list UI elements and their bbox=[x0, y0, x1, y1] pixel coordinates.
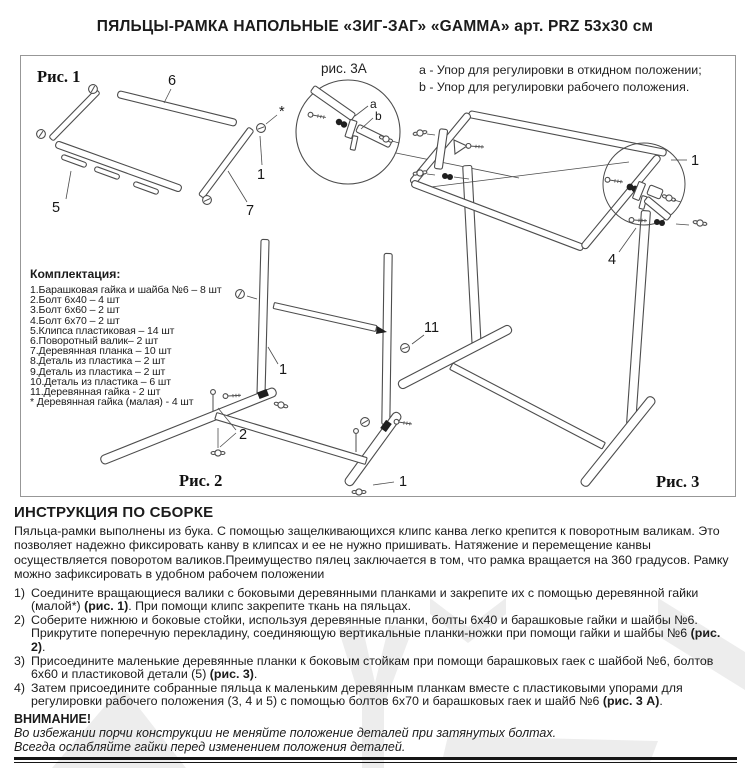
fig3-label-4: 4 bbox=[608, 252, 617, 268]
fig2-label-2: 2 bbox=[239, 427, 248, 443]
fig2-leader-1-post bbox=[268, 347, 278, 364]
fig1-label-star: * bbox=[279, 104, 285, 120]
wooden-nut-icon bbox=[255, 122, 266, 133]
legend-line-a: a - Упор для регулировки в откидном положении; bbox=[419, 63, 702, 77]
figure-panel bbox=[20, 55, 736, 497]
bottom-rule bbox=[14, 757, 737, 763]
step-number: 1) bbox=[14, 585, 26, 600]
parts-item: * Деревянная гайка (малая) - 4 шт bbox=[30, 396, 194, 409]
wing-nut-icon bbox=[693, 219, 708, 228]
parts-item: 4.Болт 6х70 – 2 шт bbox=[30, 314, 120, 327]
fig2-leader-11 bbox=[412, 335, 424, 344]
washer-icon bbox=[442, 173, 448, 179]
fig2-label-1-foot: 1 bbox=[399, 474, 408, 490]
fig2-leader-2b bbox=[220, 433, 236, 447]
assembly-step bbox=[14, 682, 737, 709]
fig1-left-bar bbox=[49, 89, 100, 141]
parts-item: 10.Деталь из пластика – 6 шт bbox=[30, 375, 171, 388]
legend-line-b: b - Упор для регулировки рабочего положения. bbox=[419, 80, 690, 94]
bolt-head-icon bbox=[354, 429, 359, 434]
fig3a-label-b: b bbox=[375, 109, 382, 123]
wing-nut-icon bbox=[661, 193, 676, 204]
bolt-icon bbox=[466, 143, 484, 149]
assembly-step bbox=[14, 655, 737, 682]
fig3-drawing bbox=[397, 111, 707, 491]
step-text: Затем присоедините собранные пяльца к маленьким деревянным планкам вместе с пластиковыми упорами для регулировки рабочего положения (3, 4 и 5) с помощью болтов 6х70 и барашковых гаек и шайб №6 (рис. 3 А). bbox=[31, 680, 683, 709]
wooden-nut-icon bbox=[36, 129, 47, 140]
fig1-label-6: 6 bbox=[168, 73, 177, 89]
fig3-right-leg bbox=[627, 210, 651, 424]
wing-nut-icon bbox=[211, 450, 225, 456]
parts-item: 2.Болт 6х40 – 4 шт bbox=[30, 294, 120, 307]
fig1-drawing bbox=[36, 67, 285, 219]
fig1-bottom-roller bbox=[55, 141, 183, 193]
wooden-nut-icon bbox=[360, 417, 370, 427]
fig3-bottom-rail bbox=[450, 363, 606, 449]
parts-item: 7.Деревянная планка – 10 шт bbox=[30, 345, 172, 358]
parts-list bbox=[30, 267, 265, 407]
assembly-step bbox=[14, 614, 737, 655]
washer-icon bbox=[654, 219, 660, 225]
assembly-heading: ИНСТРУКЦИЯ ПО СБОРКЕ bbox=[14, 504, 214, 521]
warning-line-2: Всегда ослабляйте гайки перед изменением положения деталей. bbox=[14, 739, 406, 754]
fig1-caption: Рис. 1 bbox=[37, 67, 81, 86]
fig1-label-7: 7 bbox=[246, 203, 255, 219]
fig2-bottom-rail bbox=[215, 413, 367, 465]
fig1-leader-7 bbox=[228, 171, 247, 202]
bolt-icon bbox=[394, 419, 412, 426]
fig3-left-foot bbox=[397, 324, 513, 390]
fig2-label-1-post: 1 bbox=[279, 362, 288, 378]
bolt-icon bbox=[605, 177, 623, 184]
fig1-right-bar bbox=[198, 127, 253, 198]
wing-nut-icon bbox=[352, 489, 366, 495]
fig3a-label-a: a bbox=[370, 97, 377, 111]
fig1-leader-star bbox=[266, 115, 277, 124]
assembly-section bbox=[14, 504, 737, 763]
fig1-label-1: 1 bbox=[257, 167, 266, 183]
wing-nut-icon bbox=[274, 400, 289, 410]
fig2-cross-rail bbox=[273, 303, 377, 332]
warning-line-1: Во избежании порчи конструкции не меняйте положение деталей при затянутых болтах. bbox=[14, 725, 557, 740]
fig1-leader-5 bbox=[66, 171, 71, 199]
page-title: ПЯЛЬЦЫ-РАМКА НАПОЛЬНЫЕ «ЗИГ-ЗАГ» «GAMMA» арт. PRZ 53х30 см bbox=[96, 18, 654, 35]
fig1-leader-1 bbox=[260, 136, 262, 165]
step-number: 4) bbox=[14, 680, 26, 695]
fig3-bolt-shaft bbox=[676, 224, 689, 225]
fig2-label-11: 11 bbox=[424, 320, 440, 336]
fig3-caption: Рис. 3 bbox=[656, 472, 700, 491]
fig3-pin bbox=[427, 134, 435, 135]
fig3a-caption: рис. 3А bbox=[321, 61, 367, 76]
step-number: 2) bbox=[14, 612, 26, 627]
fig3-label-1: 1 bbox=[691, 153, 700, 169]
fig3-canvas-line bbox=[423, 162, 629, 188]
wooden-nut-icon bbox=[399, 342, 410, 353]
assembly-step bbox=[14, 587, 737, 614]
washer-icon bbox=[447, 174, 453, 180]
step-text: Соберите нижнюю и боковые стойки, используя деревянные планки, болты 6х40 и барашковые гайки и шайбы №6. Прикрутите поперечную перекладину, соединяющую вертикальные планки-ножки при помощи гайки и шайбы №6 (рис. 2). bbox=[31, 612, 721, 654]
legend bbox=[419, 62, 729, 96]
fig3-frame-top bbox=[468, 111, 667, 157]
fig2-right-post bbox=[382, 253, 392, 424]
step-number: 3) bbox=[14, 653, 26, 668]
fig2-caption: Рис. 2 bbox=[179, 471, 223, 490]
washer-icon bbox=[659, 220, 665, 226]
wing-nut-icon bbox=[413, 129, 428, 138]
parts-items bbox=[30, 285, 265, 407]
assembly-intro: Пяльца-рамки выполнены из бука. С помощью защелкивающихся клипс канва легко крепится к поворотным валикам. Это позволяет надежно фиксировать канву в клипсах и ее не нужно пришивать. Натяжение и перемещение канвы осуществляется поворотом валиков.Преимущество пялец заключается в том, что рамка вращается на 360 градусов. Рамку можно зафиксировать в удобном рабочем положении bbox=[14, 524, 729, 582]
step-text: Присоедините маленькие деревянные планки к боковым стойкам при помощи барашковых гаек с шайбой №6, болтов 6х60 и пластиковой детали (5) (рис. 3). bbox=[31, 653, 714, 682]
parts-item: 1.Барашковая гайка и шайба №6 – 8 шт bbox=[30, 284, 222, 296]
fig3-plastic-stop bbox=[454, 140, 467, 154]
fig1-top-roller bbox=[117, 91, 237, 127]
warning-heading: ВНИМАНИЕ! bbox=[14, 711, 91, 726]
fig3-frame-bottom bbox=[411, 180, 585, 252]
parts-item: 11.Деревянная гайка - 2 шт bbox=[30, 386, 161, 399]
parts-item: 3.Болт 6х60 – 2 шт bbox=[30, 304, 120, 317]
fig1-leader-6 bbox=[164, 89, 171, 103]
fig3-pin bbox=[427, 174, 435, 175]
parts-item: 9.Деталь из пластика – 2 шт bbox=[30, 365, 166, 378]
step-text: Соедините вращающиеся валики с боковыми деревянными планками и закрепите их с помощью деревянной гайки (малой*) (рис. 1). При помощи клипс закрепите ткань на пяльцах. bbox=[31, 585, 699, 614]
assembly-steps bbox=[14, 587, 737, 709]
washer-icon bbox=[341, 121, 347, 127]
parts-item: 5.Клипса пластиковая – 14 шт bbox=[30, 324, 175, 337]
fig1-label-5: 5 bbox=[52, 200, 61, 216]
fig3-leader-4 bbox=[619, 228, 636, 252]
parts-item: 6.Поворотный валик– 2 шт bbox=[30, 335, 159, 348]
fig2-leader-1-foot bbox=[373, 482, 394, 485]
parts-item: 8.Деталь из пластика – 2 шт bbox=[30, 355, 166, 368]
parts-heading: Комплектация: bbox=[30, 267, 121, 281]
fig3-left-leg bbox=[463, 165, 482, 348]
